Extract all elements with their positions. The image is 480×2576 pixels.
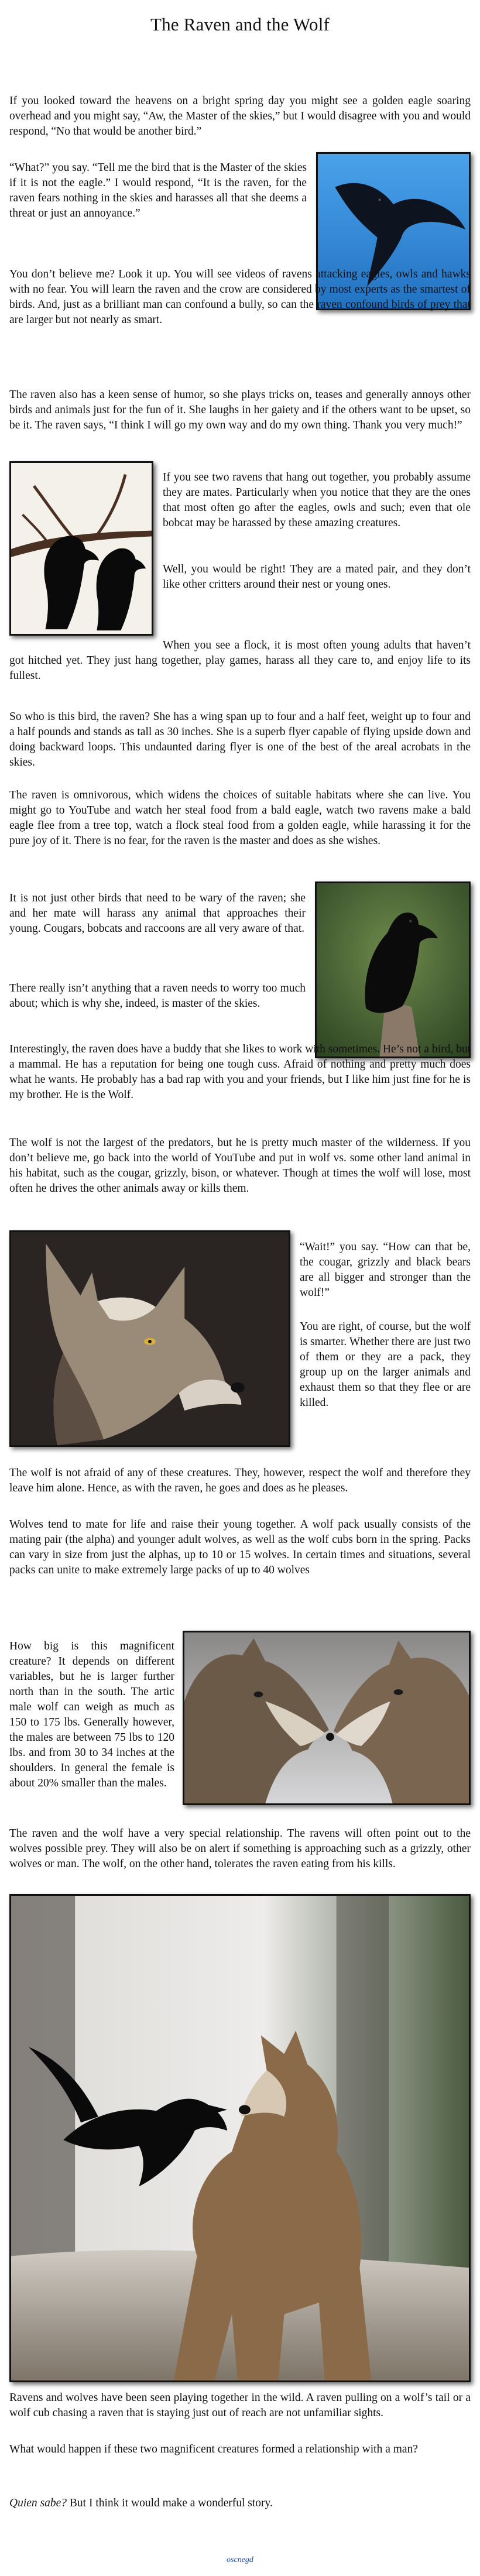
quien-sabe-text: Quien sabe? [9, 2497, 67, 2509]
signature-watermark: oscnegd [227, 2556, 253, 2564]
wolf-and-raven-image [9, 1894, 471, 2382]
paragraph-11: There really isn’t anything that a raven needs to worry too much about; which is why she, indeed, is master of the skies. [9, 982, 306, 1010]
paragraph-13: The wolf is not the largest of the predators, but he is pretty much master of the wilderness. If you don’t believe me, go back into the world of YouTube and put in wolf vs. some other land animal in his habitat, such as the cougar, grizzly, bison, or whatever. Though at times the wolf will lose, most often he drives the other animals away or kills them. [9, 1137, 471, 1195]
raven-on-stump-image [315, 881, 471, 1058]
paragraph-7: When you see a flock, it is most often young adults that haven’t got hitched yet. They just hang together, play games, harass all they care to, and enjoy life to its fullest. [9, 639, 471, 682]
wolf-portrait-image [9, 1230, 290, 1447]
paragraph-17: Wolves tend to mate for life and raise their young together. A wolf pack usually consists of the mating pair (the alpha) and younger adult wolves, as well as the wolf cubs born in the spring. Packs can vary in size from just the alphas, up to 10 or 15 wolves. In certain times and situations, several packs can unite to make extremely large packs of up to 40 wolves [9, 1518, 471, 1576]
two-wolves-image [183, 1631, 471, 1805]
paragraph-20: Ravens and wolves have been seen playing together in the wild. A raven pulling on a wolf’s tail or a wolf cub chasing a raven that is staying just out of reach are not unfamiliar sights. [9, 2392, 471, 2419]
paragraph-4: The raven also has a keen sense of humor, so she plays tricks on, teases and generally annoys other birds and animals just for the fun of it. She laughs in her gaiety and if the others want to be upset, so be it. The raven says, “I think I will go my own way and do my own thing. Thank you very much!” [9, 389, 471, 431]
paragraph-1: If you looked toward the heavens on a bright spring day you might see a golden eagle soaring overhead and you might say, “Aw, the Master of the skies,” but I would disagree with you and would respond, “No that would be another bird.” [9, 95, 471, 138]
paragraph-22-rest: But I think it would make a wonderful story. [67, 2497, 273, 2509]
paragraph-6: Well, you would be right! They are a mated pair, and they don’t like other critters around their nest or young ones. [163, 563, 471, 591]
paragraph-21: What would happen if these two magnificent creatures formed a relationship with a man? [9, 2443, 418, 2455]
paragraph-2: “What?” you say. “Tell me the bird that is the Master of the skies if it is not the eagle.” I would respond, “It is the raven, for the raven fears nothing in the skies and harasses all that she deems a threat or just an annoyance.” [9, 162, 307, 219]
paragraph-8: So who is this bird, the raven? She has a wing span up to four and a half feet, weight up to four and a half pounds and stands as tall as 30 inches. She is a superb flyer capable of flying upside down and doing backward loops. This undaunted daring flyer is one of the best of the areal acrobats in the skies. [9, 711, 471, 769]
page-title: The Raven and the Wolf [150, 14, 330, 35]
paragraph-9: The raven is omnivorous, which widens the choices of suitable habitats where she can live. You might go to YouTube and watch her steal food from a bald eagle, watch two ravens make a bald eagle flee from a tree top, watch a flock steal food from a golden eagle, while harassing it for the pure joy of it. There is no fear, for the raven is the master and does as she wishes. [9, 789, 471, 847]
paragraph-22 [9, 2496, 471, 2511]
paragraph-15: You are right, of course, but the wolf is smarter. Whether there are just two of them or they are a pack, they group up on the larger animals and exhaust them so that they flee or are killed. [300, 1320, 471, 1409]
paragraph-3: You don’t believe me? Look it up. You will see videos of ravens attacking eagles, owls and hawks with no fear. You will learn the raven and the crow are considered by most experts as the smartest of birds. And, just as a brilliant man can confound a bully, so can the raven confound birds of prey that are larger but not nearly as smart. [9, 268, 471, 326]
paragraph-19: The raven and the wolf have a very special relationship. The ravens will often point out to the wolves possible prey. They will also be on alert if something is approaching such as a grizzly, other wolves or man. The wolf, on the other hand, tolerates the raven eating from his kills. [9, 1827, 471, 1870]
paragraph-10: It is not just other birds that need to be wary of the raven; she and her mate will harass any animal that approaches their young. Cougars, bobcats and raccoons are all very aware of that. [9, 892, 306, 935]
paragraph-16: The wolf is not afraid of any of these creatures. They, however, respect the wolf and therefore they leave him alone. Hence, as with the raven, he goes and does as he pleases. [9, 1467, 471, 1494]
paragraph-14: “Wait!” you say. “How can that be, the cougar, grizzly and black bears are all bigger and stronger than the wolf!” [300, 1241, 471, 1299]
paragraph-5: If you see two ravens that hang out together, you probably assume they are mates. Particularly when you notice that they are the ones that most often go after the eagles, owls and such; even that ole bobcat may be harassed by these amazing creatures. [163, 471, 471, 529]
paragraph-12: Interestingly, the raven does have a buddy that she likes to work with sometimes. He’s not a bird, but a mammal. He has a reputation for being one tough cuss. Afraid of nothing and pretty much does what he wants. He probably has a bad rap with you and your friends, but I like him just fine for he is my brother. He is the Wolf. [9, 1043, 471, 1101]
paragraph-18: How big is this magnificent creature? It depends on different variables, but he is larger further north than in the south. The artic male wolf can weigh as much as 150 to 175 lbs. Generally however, the males are between 75 lbs to 120 lbs. and from 30 to 34 inches at the shoulders. In general the female is about 20% smaller than the males. [9, 1640, 174, 1789]
two-ravens-image [9, 461, 153, 636]
